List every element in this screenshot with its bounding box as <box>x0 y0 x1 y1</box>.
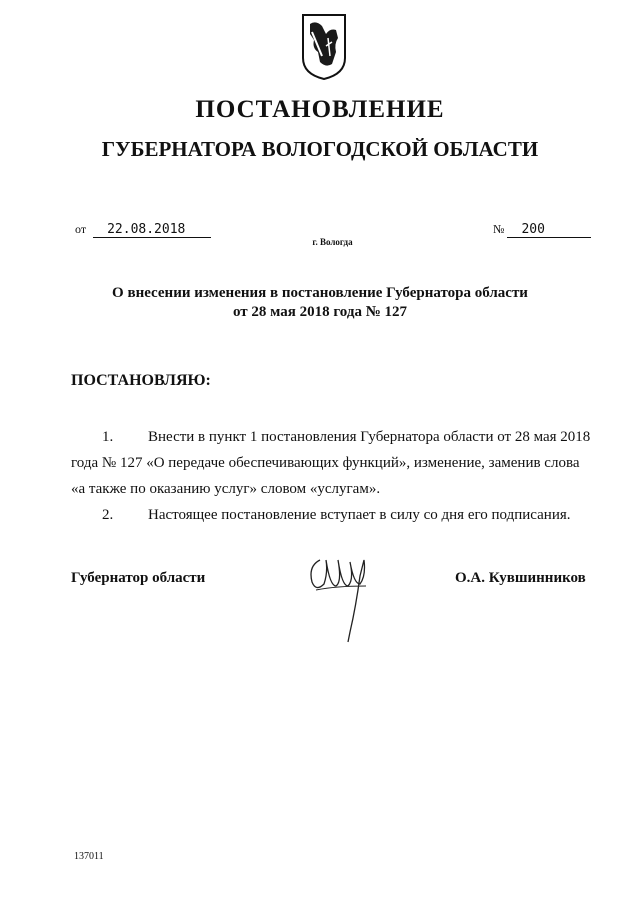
item-number: 2. <box>102 507 114 523</box>
number-field <box>493 222 591 238</box>
item-text: Внести в пункт 1 постановления Губернатора области от 28 мая 2018 <box>148 429 591 445</box>
resolves-heading: ПОСТАНОВЛЯЮ: <box>71 372 211 389</box>
item-text: «а также по оказанию услуг» словом «услугам». <box>71 481 381 497</box>
list-item <box>71 502 581 528</box>
item-text: Настоящее постановление вступает в силу со дня его подписания. <box>148 507 571 523</box>
date-label: от <box>75 222 87 236</box>
list-item <box>71 424 591 450</box>
signer-post: Губернатор области <box>71 570 206 586</box>
coat-of-arms-icon <box>300 12 348 82</box>
document-type: ПОСТАНОВЛЕНИЕ <box>195 96 445 123</box>
signer-name: О.А. Кувшинников <box>455 570 586 586</box>
city: г. Вологда <box>312 237 353 247</box>
item-number: 1. <box>102 429 114 445</box>
subject-line: О внесении изменения в постановление Губернатора области <box>112 285 528 301</box>
item-text: года № 127 «О передаче обеспечивающих функций», изменение, заменив слова <box>71 455 580 471</box>
footer-code: 137011 <box>74 851 104 862</box>
document-subject <box>0 284 640 322</box>
number-label: № <box>493 222 505 236</box>
number-value: 200 <box>507 222 591 238</box>
document-body <box>71 424 591 528</box>
signature-icon <box>306 546 378 646</box>
document-authority: ГУБЕРНАТОРА ВОЛОГОДСКОЙ ОБЛАСТИ <box>101 137 539 161</box>
date-field <box>75 222 211 238</box>
subject-line: от 28 мая 2018 года № 127 <box>232 304 408 320</box>
date-value: 22.08.2018 <box>93 222 211 238</box>
